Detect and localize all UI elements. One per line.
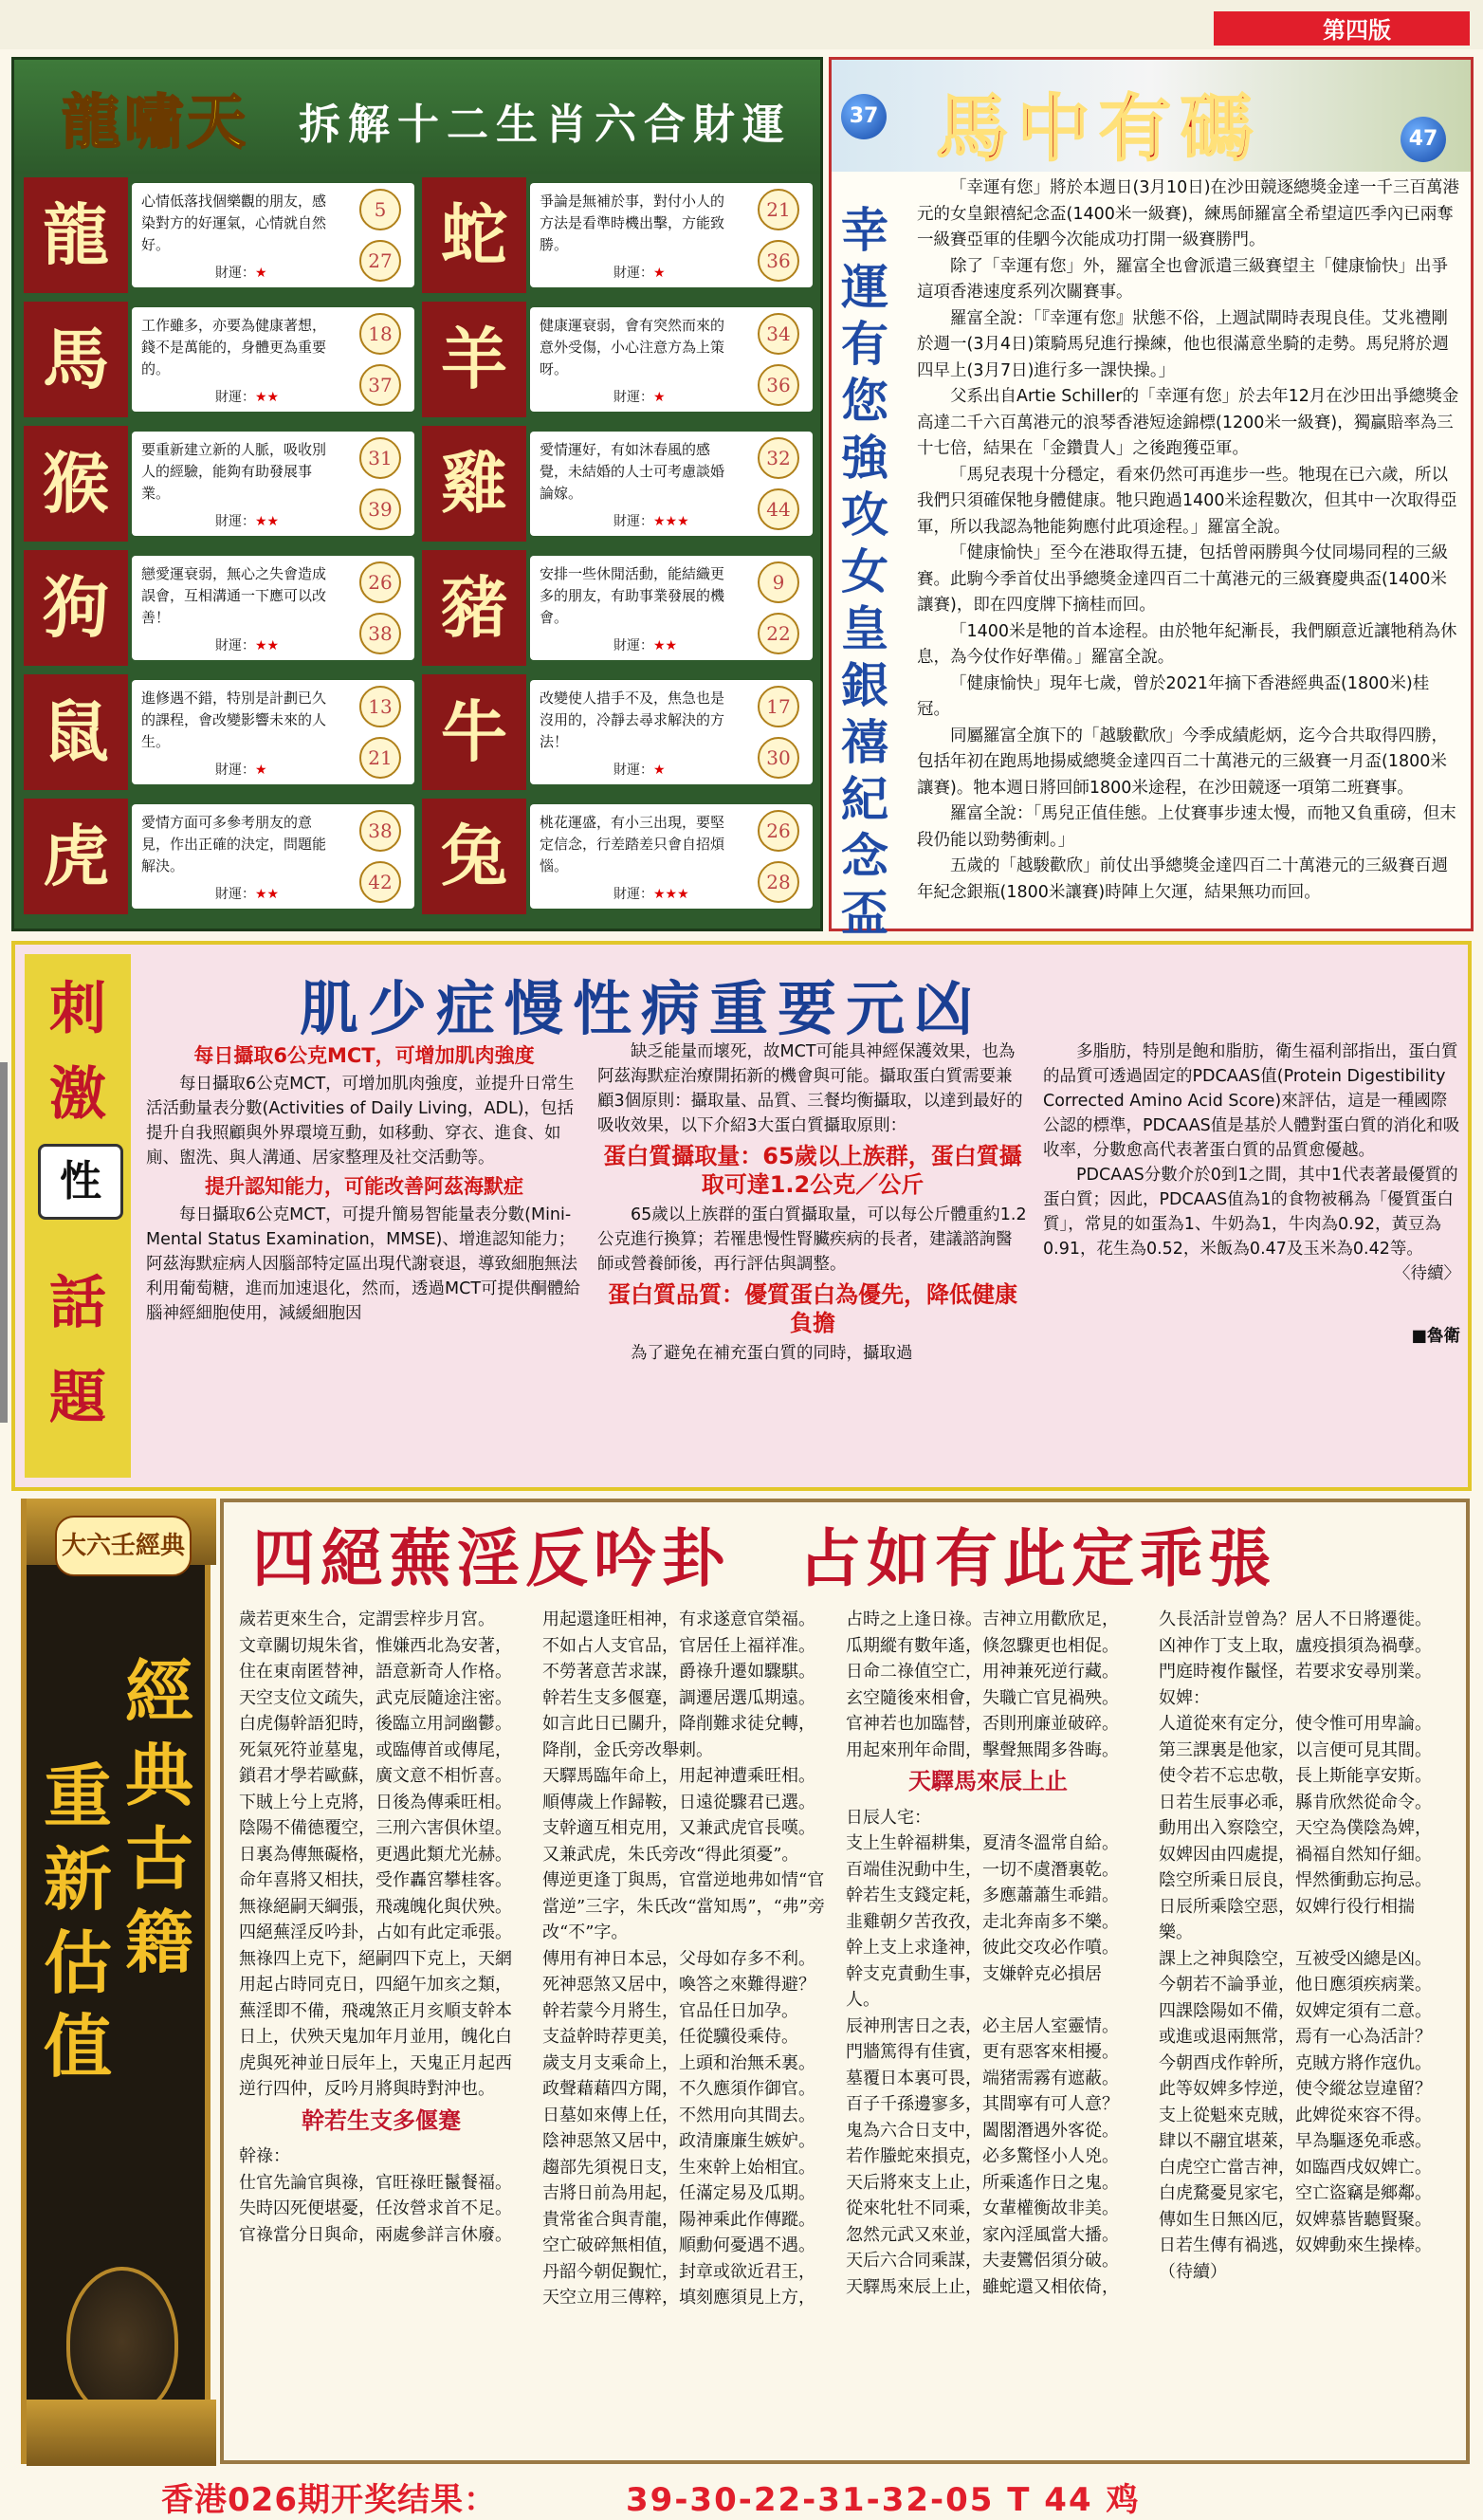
- verse-line: 貴常雀合與青龍，陽神乘此作傳蹤。: [542, 2209, 815, 2230]
- horse-paragraph: 父系出自Artie Schiller的「幸運有您」於去年12月在沙田出爭總獎金高達二千六百萬港元的浪琴香港短途錦標(1200米一級賽)，獨贏賠率為三十七倍，結果在「金鑽貴人」之後跑獲亞軍。: [917, 387, 1459, 458]
- lucky-number: 5: [359, 189, 401, 230]
- verse-line: 人道從來有定分，使令惟可用卑論。: [1159, 1714, 1432, 1734]
- wealth-label: 財運：: [613, 638, 653, 653]
- verse-line: 瓜期縱有數年遙，倏忽驟更也相促。: [846, 1635, 1119, 1656]
- verse-line: 墓覆日本裏可畏，端猪需霧有遮蔽。: [846, 2068, 1119, 2088]
- lucky-number: 18: [359, 313, 401, 355]
- verse-line: 支益幹時荐更美，任從驥役乘侍。: [542, 2027, 798, 2047]
- horse-paragraph: 除了「幸運有您」外，羅富全也會派遣三級賽望主「健康愉快」出爭這項香港速度系列次關賽事。: [917, 256, 1448, 302]
- zodiac-wealth: [215, 263, 267, 282]
- zodiac-wealth: [215, 760, 267, 779]
- health-column-1: [146, 1039, 582, 1326]
- verse-line: 政聲藉藉四方聞，不久應須作御官。: [542, 2079, 815, 2099]
- lucky-number: 37: [359, 364, 401, 406]
- verse-line: 日墓如來傳上任，不然用向其間去。: [542, 2105, 815, 2125]
- verse-line: 奴婢：: [1159, 1687, 1210, 1708]
- verse-line: 天后六合同乘謀，夫妻鸞侶須分破。: [846, 2251, 1119, 2271]
- zodiac-fortune-box: [132, 680, 414, 784]
- health-author: ■魯衛: [1411, 1327, 1460, 1346]
- zodiac-fortune-box: [132, 183, 414, 287]
- zodiac-wealth: [215, 511, 279, 530]
- wealth-stars: ★★★: [653, 887, 689, 902]
- verse-line: 支幹適互相克用，又兼武虎官長嘆。: [542, 1818, 815, 1838]
- verse-line: 死氣死符並墓鬼，或臨傳首或傳尾，: [239, 1739, 512, 1760]
- verse-line: 歲若更來生合，定謂雲梓步月宮。: [239, 1609, 495, 1629]
- lucky-number: 38: [359, 613, 401, 654]
- lucky-number: 36: [758, 240, 799, 282]
- health-title: 肌少症慢性病重要元凶: [300, 974, 983, 1043]
- zodiac-fortune-box: [530, 804, 813, 909]
- verse-line: 幹上支上求逢神，彼此交攻必作噴。: [846, 1938, 1119, 1958]
- wealth-label: 財運：: [215, 763, 255, 778]
- verse-line: 官祿當分日與命，兩處參詳言休廢。: [239, 2224, 512, 2245]
- lucky-number: 22: [758, 613, 799, 654]
- wealth-label: 財運：: [215, 638, 255, 653]
- verse-line: 韭雞朝夕苦孜孜，走北奔南多不樂。: [846, 1911, 1119, 1932]
- wealth-stars: ★★★: [653, 514, 689, 529]
- verse-line: 無祿絕嗣天綱張，飛魂魄化與伏殃。: [239, 1896, 512, 1917]
- verse-line: 今朝若不論爭並，他日應須疾病業。: [1159, 1975, 1432, 1995]
- zodiac-fortune-box: [132, 804, 414, 909]
- verse-line: 此等奴婢多悖逆，使令縱忿豈違留？: [1159, 2079, 1432, 2099]
- scroll-vertical-text-left: 重新估值: [44, 1756, 113, 2087]
- zodiac-cell: [422, 302, 816, 417]
- verse-subheading: 幹若生支多偃蹇: [302, 2106, 461, 2134]
- wealth-label: 財運：: [613, 390, 653, 405]
- verse-line: 不如占人支官品，官居任上福祥准。: [542, 1635, 815, 1656]
- zodiac-fortune-box: [132, 307, 414, 412]
- verse-line: 歲支月支乘命上，上頭和治無禾裏。: [542, 2052, 815, 2073]
- zodiac-brand: 龍嘯天: [62, 87, 250, 156]
- verse-line: 天后將來支上止，所乘遙作日之鬼。: [846, 2172, 1119, 2193]
- zodiac-wealth: [215, 635, 279, 654]
- lucky-number: 13: [359, 686, 401, 727]
- side-char: 題: [49, 1365, 106, 1431]
- lucky-number: 42: [359, 861, 401, 903]
- divination-column-2: [542, 1607, 827, 2311]
- zodiac-fortune-text: 安排一些休閒活動，能結織更多的朋友，有助事業發展的機會。: [540, 565, 725, 626]
- verse-line: 辰神刑害日之表，必主居人室靈情。: [846, 2015, 1119, 2036]
- zodiac-title: 拆解十二生肖六合財運: [299, 101, 792, 149]
- wealth-stars: ★: [255, 266, 267, 281]
- sex-logo-icon: 性: [38, 1144, 123, 1220]
- health-paragraph: 65歲以上族群的蛋白質攝取量，可以每公斤體重約1.2公克進行換算；若罹患慢性腎臟疾病的長者，建議諮詢醫師或營養師後，再行評估與調整。: [597, 1205, 1027, 1274]
- zodiac-cell: [24, 550, 418, 666]
- health-column-3: [1043, 1039, 1460, 1349]
- verse-line: 陰神惡煞又居中，政清廉廉生嫉妒。: [542, 2131, 815, 2151]
- lucky-number: 17: [758, 686, 799, 727]
- wealth-label: 財運：: [215, 887, 255, 902]
- zodiac-fortune-text: 工作雖多，亦要為健康著想，錢不是萬能的，身體更為重要的。: [141, 317, 327, 377]
- zodiac-fortune-box: [530, 680, 813, 784]
- horse-header: [832, 60, 1471, 172]
- zodiac-cell: [422, 177, 816, 293]
- verse-line: 百子千孫邊寥多，其間寧有可人意？: [846, 2094, 1119, 2114]
- verse-line: 吉將日前為用起，任滿定易及瓜期。: [542, 2183, 815, 2203]
- divination-column-4: [1159, 1607, 1443, 2285]
- verse-line: 文章關切規朱省，惟嫌西北為安著，: [239, 1635, 512, 1656]
- zodiac-fortune-text: 戀愛運衰弱，無心之失會造成誤會，互相溝通一下應可以改善！: [141, 565, 327, 626]
- verse-line: 傳用有神日本忌，父母如存多不利。: [542, 1948, 815, 1969]
- side-char: 話: [49, 1270, 106, 1336]
- verse-subheading: 天驛馬來辰上止: [908, 1768, 1068, 1794]
- wealth-label: 財運：: [613, 266, 653, 281]
- zodiac-fortune-text: 健康運衰弱，會有突然而來的意外受傷，小心注意方為上策呀。: [540, 317, 725, 377]
- zodiac-fortune-box: [132, 556, 414, 660]
- lucky-number: 9: [758, 561, 799, 603]
- health-paragraph: 每日攝取6公克MCT，可提升簡易智能量表分數(Mini-Mental Status Examination，MMSE)、增進認知能力；阿茲海默症病人因腦部特定區出現代謝衰退，導致細胞無法利用葡萄糖，進而加速退化，然而，透過MCT可提供酮體給腦神經細胞使用，減緩細胞因: [146, 1205, 581, 1323]
- health-subheading: 提升認知能力，可能改善阿茲海默症: [205, 1175, 523, 1198]
- wealth-stars: ★★: [255, 390, 280, 405]
- verse-line: 幹支克責動生事，支嫌幹克必損居人。: [846, 1963, 1102, 2010]
- zodiac-cell: [24, 799, 418, 914]
- zodiac-fortune-text: 改變使人措手不及，焦急也是沒用的，冷靜去尋求解決的方法！: [540, 690, 725, 750]
- zodiac-wealth: [613, 635, 677, 654]
- verse-line: 白虎空亡當吉神，如臨酉戌奴婢亡。: [1159, 2157, 1432, 2178]
- health-subheading: 蛋白質攝取量：65歲以上族群，蛋白質攝取可達1.2公克／公斤: [603, 1143, 1022, 1198]
- verse-line: 支上從魁來克賊，此婢從來容不得。肆以不翮宜堪萊，早為驅逐免乖惑。: [1159, 2105, 1432, 2151]
- verse-line: 天驛馬來辰上止，雖蛇還又相依倚，: [846, 2276, 1119, 2297]
- horse-paragraph: 「幸運有您」將於本週日(3月10日)在沙田競逐總獎金達一千三百萬港元的女皇銀禧紀念盃(1400米一級賽)，練馬師羅富全希望這匹季內已兩奪一級賽亞軍的佳駟今次能成功打開一級賽勝門。: [917, 178, 1460, 249]
- wealth-label: 財運：: [613, 887, 653, 902]
- verse-line: 今朝酉戌作幹所，克賊方將作寇仇。: [1159, 2052, 1432, 2073]
- zodiac-wealth: [215, 387, 279, 406]
- health-paragraph: 缺乏能量而壞死，故MCT可能具神經保護效果，也為阿茲海默症治療開拓新的機會與可能。攝取蛋白質需要兼顧3個原則：攝取量、品質、三餐均衡攝取，以達到最好的吸收效果，以下介紹3大蛋白質攝取原則：: [597, 1042, 1023, 1135]
- health-paragraph: PDCAAS分數介於0到1之間，其中1代表著最優質的蛋白質；因此，PDCAAS值為1的食物被稱為「優質蛋白質」，常見的如蛋為1、牛奶為1，牛肉為0.92，黃豆為0.91，花生為0.52，米飯為0.47及玉米為0.42等。: [1043, 1166, 1458, 1259]
- classic-scroll-banner: [21, 1499, 211, 2464]
- lucky-number: 44: [758, 488, 799, 530]
- lucky-number: 26: [758, 810, 799, 852]
- classic-badge: 大六壬經典: [55, 1516, 192, 1576]
- verse-line: 若作螣蛇來損克，必多驚怪小人兇。: [846, 2146, 1119, 2166]
- scroll-vertical-text-right: 經典古籍: [125, 1651, 194, 1982]
- verse-line: 百端佳況動中生，一切不虞潛裏乾。: [846, 1859, 1119, 1880]
- verse-line: 日裏為傳無礙格，更遇此類尤光赫。: [239, 1844, 512, 1865]
- health-subheading: 蛋白質品質：優質蛋白為優先，降低健康負擔: [608, 1281, 1017, 1336]
- verse-line: 空亡破碎無相值，順勳何憂遇不遇。: [542, 2235, 815, 2255]
- zodiac-wealth: [613, 511, 689, 530]
- verse-line: 或進或退兩無常，焉有一心為活計？: [1159, 2027, 1432, 2047]
- zodiac-wealth: [613, 760, 666, 779]
- verse-line: 陰陽不備德覆空，三刑六害俱休望。: [239, 1818, 512, 1838]
- lucky-number: 26: [359, 561, 401, 603]
- health-paragraph: 多脂肪，特別是飽和脂肪，衛生福利部指出，蛋白質的品質可透過固定的PDCAAS值(Protein Digestibility Corrected Amino Acid Score)來評估，這是一種國際公認的標準，PDCAAS值是基於人體對蛋白質的消化和吸收率，分數愈高代表著蛋白質的品質愈優越。: [1043, 1042, 1460, 1160]
- zodiac-cell: [24, 426, 418, 542]
- verse-line: 傳如生日無凶厄，奴婢慕皆聽賢聚。: [1159, 2209, 1432, 2230]
- verse-line: 玄空隨後來相會，失職亡官見禍殃。: [846, 1687, 1119, 1708]
- zodiac-cell: [422, 550, 816, 666]
- scroll-rod-bottom: [27, 2400, 216, 2466]
- page-number: 第四版: [1323, 17, 1391, 44]
- verse-line: 天驛馬臨年命上，用起神遭乘旺相。: [542, 1766, 815, 1786]
- verse-line: 幹若蒙今月將生，官品任日加孕。: [542, 2000, 798, 2021]
- divination-frame: [220, 1499, 1470, 2464]
- verse-line: （待續）: [1159, 2261, 1227, 2282]
- zodiac-wealth: [613, 387, 666, 406]
- verse-line: 無祿四上克下，絕嗣四下克上，天網用起占時同克日，四絕午加亥之類，蕪淫即不備，飛魂煞正月亥順支幹本日上，伏殃天鬼加年月並用，魄化白虎與死神並日辰年上，天鬼正月起西逆行四仲，反吟月將與時對沖也。: [239, 1948, 512, 2099]
- verse-line: 第三課裏是他家，以言便可見其間。: [1159, 1739, 1432, 1760]
- lucky-number: 36: [758, 364, 799, 406]
- horse-paragraph: 五歲的「越駿歡欣」前仗出爭總獎金達四百二十萬港元的三級賽百週年紀念銀瓶(1800米讓賽)時陣上欠運，結果無功而回。: [917, 856, 1448, 902]
- lucky-number: 27: [359, 240, 401, 282]
- health-panel: [11, 941, 1472, 1491]
- wealth-stars: ★: [653, 266, 666, 281]
- zodiac-cell: [422, 799, 816, 914]
- verse-line: 用起還逢旺相神，有求遂意官榮福。: [542, 1609, 815, 1629]
- zodiac-cell: [422, 426, 816, 542]
- verse-line: 命年喜將又相扶，受作轟宮攀桂客。: [239, 1870, 512, 1890]
- zodiac-wealth: [613, 884, 689, 903]
- sage-portrait-icon: [66, 2267, 178, 2417]
- wealth-stars: ★★: [255, 514, 280, 529]
- verse-line: 日若生辰事必乖，縣肯欣然從命令。: [1159, 1792, 1432, 1812]
- lucky-number: 21: [758, 189, 799, 230]
- zodiac-animal: 蛇: [422, 177, 526, 293]
- verse-line: 仕官先論官與祿，官旺祿旺鬣餐福。: [239, 2172, 512, 2193]
- zodiac-animal: 雞: [422, 426, 526, 542]
- verse-line: 失時囚死便堪憂，任汝營求首不足。: [239, 2198, 512, 2218]
- horse-paragraph: 同屬羅富全旗下的「越駿歡欣」今季成績彪炳，迄今合共取得四勝，包括年初在跑馬地揚威總獎金達四百二十萬港元的三級賽一月盃(1800米讓賽)。牠本週日將回師1800米途程，在沙田競逐一項第二班賽事。: [917, 726, 1448, 798]
- verse-line: 鎖君才學若歐蘇，廣文意不相忻喜。: [239, 1766, 512, 1786]
- verse-line: 日辰所乘陰空惡，奴婢行役行相揣樂。: [1159, 1896, 1415, 1942]
- verse-line: 課上之神與陰空，互被受凶總是凶。: [1159, 1948, 1432, 1969]
- zodiac-fortune-text: 要重新建立新的人脈，吸收別人的經驗，能夠有助發展事業。: [141, 441, 327, 502]
- wealth-stars: ★: [653, 390, 666, 405]
- verse-line: 日辰人宅：: [846, 1807, 931, 1828]
- verse-line: 幹若生支多偃蹇，調遷居選瓜期遠。: [542, 1687, 815, 1708]
- zodiac-fortune-text: 愛情運好，有如沐春風的感覺，未結婚的人士可考慮談婚論嫁。: [540, 441, 725, 502]
- zodiac-animal: 龍: [24, 177, 128, 293]
- verse-line: 四課陰陽如不備，奴婢定須有二意。: [1159, 2000, 1432, 2021]
- wealth-label: 財運：: [215, 266, 255, 281]
- zodiac-fortune-text: 進修遇不錯，特別是計劃已久的課程，會改變影響未來的人生。: [141, 690, 327, 750]
- verse-line: 如言此日已關升，降削難求徒兌轉，降削，金氏旁改舉刺。: [542, 1714, 815, 1760]
- verse-line: 趨部先須視日支，生來幹上始相宜。: [542, 2157, 815, 2178]
- verse-line: 下賊上兮上克將，日後為傳乘旺相。: [239, 1792, 512, 1812]
- zodiac-fortune-text: 愛情方面可多參考朋友的意見，作出正確的決定，問題能解決。: [141, 814, 327, 874]
- zodiac-animal: 鼠: [24, 674, 128, 790]
- zodiac-fortune-box: [530, 556, 813, 660]
- zodiac-fortune-text: 心情低落找個樂觀的朋友，感染對方的好運氣，心情就自然好。: [141, 193, 327, 253]
- verse-line: 鬼為六合日支中，闔閣潛遇外客從。: [846, 2120, 1119, 2141]
- lucky-number: 21: [359, 737, 401, 779]
- ball-right: 47: [1401, 117, 1446, 162]
- zodiac-wealth: [613, 263, 666, 282]
- verse-line: 四絕蕪淫反吟卦，占如有此定乖張。: [239, 1922, 512, 1942]
- page-header-bar: [0, 0, 1483, 49]
- zodiac-cell: [24, 177, 418, 293]
- health-paragraph: 每日攝取6公克MCT，可增加肌肉強度，並提升日常生活活動量表分數(Activities of Daily Living，ADL)，包括提升自我照顧與外界環境互動，如移動、穿衣、進食、如廁、盥洗、與人溝通、居家整理及社交活動等。: [146, 1075, 575, 1168]
- verse-line: 官神若也加臨替，否則刑廉並破碎。: [846, 1714, 1119, 1734]
- horse-paragraph: 羅富全說：「『幸運有您』狀態不俗，上週試閘時表現良佳。艾兆禮剛於週一(3月4日)策騎馬兒進行操練，他也很滿意坐騎的走勢。馬兒將於週四早上(3月7日)進行多一課快操。」: [917, 308, 1449, 380]
- wealth-label: 財運：: [215, 514, 255, 529]
- health-column-2: [597, 1039, 1028, 1366]
- horse-paragraph: 「健康愉快」現年七歲，曾於2021年摘下香港經典盃(1800米)桂冠。: [917, 673, 1430, 719]
- lucky-number: 28: [758, 861, 799, 903]
- verse-line: 幹祿：: [239, 2146, 290, 2166]
- lottery-label: 香港026期开奖结果：: [161, 2481, 497, 2519]
- horse-paragraph: 「馬兒表現十分穩定，看來仍然可再進步一些。牠現在已六歲，所以我們只須確保牠身體健康。牠只跑過1400米途程數次，但其中一次取得亞軍，所以我認為牠能夠應付此項途程。」羅富全說。: [917, 465, 1457, 537]
- zodiac-animal: 兔: [422, 799, 526, 914]
- zodiac-animal: 狗: [24, 550, 128, 666]
- lucky-number: 31: [359, 437, 401, 479]
- wealth-stars: ★★: [255, 638, 280, 653]
- ball-left: 37: [841, 94, 887, 139]
- lottery-result: 39-30-22-31-32-05 T 44 鸡: [626, 2481, 1141, 2519]
- wealth-stars: ★: [255, 763, 267, 778]
- lucky-number: 39: [359, 488, 401, 530]
- left-edge-stripe: [0, 1062, 8, 1423]
- zodiac-animal: 羊: [422, 302, 526, 417]
- zodiac-fortune-box: [530, 307, 813, 412]
- divination-panel: [11, 1499, 1472, 2468]
- wealth-stars: ★★: [255, 887, 280, 902]
- horse-article: [917, 175, 1461, 906]
- zodiac-animal: 猴: [24, 426, 128, 542]
- horse-title: 馬中有碼: [936, 86, 1262, 171]
- side-char: 刺: [49, 976, 106, 1042]
- lucky-number: 32: [758, 437, 799, 479]
- zodiac-fortune-box: [132, 432, 414, 536]
- verse-line: 用起來刑年命間，擊聲無聞多咎晦。: [846, 1739, 1119, 1760]
- verse-line: 死神惡煞又居中，喚答之來難得避？: [542, 1975, 815, 1995]
- horse-racing-panel: [829, 57, 1474, 941]
- divination-title: 四絕蕪淫反吟卦 占如有此定乖張: [252, 1521, 1276, 1595]
- zodiac-fortune-text: 爭論是無補於事，對付小人的方法是看準時機出擊，方能致勝。: [540, 193, 725, 253]
- verse-line: 陰空所乘日辰良，悍然衝動忘拘忌。: [1159, 1870, 1432, 1890]
- verse-line: 日若生傳有禍逃，奴婢動來生操棒。: [1159, 2235, 1432, 2255]
- zodiac-animal: 虎: [24, 799, 128, 914]
- verse-line: 動用出入察陰空，天空為僕陰為婢，奴婢因由四處提，禍福自然知仔細。: [1159, 1818, 1432, 1865]
- zodiac-animal: 馬: [24, 302, 128, 417]
- zodiac-cell: [422, 674, 816, 790]
- side-char: 激: [49, 1061, 106, 1128]
- lucky-number: 38: [359, 810, 401, 852]
- verse-line: 支上生幹福耕集，夏清冬溫常自給。: [846, 1833, 1119, 1853]
- divination-column-3: [846, 1607, 1130, 2300]
- zodiac-wealth: [215, 884, 279, 903]
- verse-line: 使令若不忘忠敬，長上斯能享安斯。: [1159, 1766, 1432, 1786]
- zodiac-fortune-box: [530, 183, 813, 287]
- verse-line: 幹若生支錢定耗，多應蕭蕭生乖錯。: [846, 1885, 1119, 1905]
- lucky-number: 30: [758, 737, 799, 779]
- verse-line: 日命二祿值空亡，用神兼死逆行藏。: [846, 1662, 1119, 1682]
- zodiac-cell: [24, 674, 418, 790]
- verse-line: 住在東南匿替神，語意新奇人作格。: [239, 1662, 512, 1682]
- zodiac-fortune-box: [530, 432, 813, 536]
- horse-paragraph: 「1400米是牠的首本途程。由於牠年紀漸長，我們願意近讓牠稍為休息，為今仗作好準備。」羅富全說。: [917, 621, 1457, 667]
- wealth-stars: ★: [653, 763, 666, 778]
- health-subheading: 每日攝取6公克MCT，可增加肌肉強度: [193, 1044, 535, 1067]
- horse-paragraph: 「健康愉快」至今在港取得五捷，包括曾兩勝與今仗同場同程的三級賽。此駒今季首仗出爭總獎金達四百二十萬港元的三級賽慶典盃(1400米讓賽)，即在四度牌下摘桂而回。: [917, 543, 1448, 615]
- verse-line: 占時之上逢日祿。吉神立用歡欣足，: [846, 1609, 1119, 1629]
- verse-line: 傳逆更逢丁與馬，官當逆地弗如情“官當逆”三字，朱氏改“當知馬”，“弗”旁改“不”字。: [542, 1870, 826, 1942]
- verse-line: 白虎騖憂見家宅，空亡盜竊是鄉鄰。: [1159, 2183, 1432, 2203]
- wealth-label: 財運：: [613, 514, 653, 529]
- verse-line: 門牆篤得有佳賓，更有惡客來相擾。: [846, 2042, 1119, 2062]
- zodiac-cell: [24, 302, 418, 417]
- zodiac-animal: 牛: [422, 674, 526, 790]
- divination-column-1: [239, 1607, 523, 2248]
- wealth-label: 財運：: [215, 390, 255, 405]
- verse-line: 忽然元武又來並，家內淫風當大播。: [846, 2224, 1119, 2245]
- verse-line: 凶神作丁支上取，盧疫損須為禍孽。門庭時複作鬣怪，若要求安尋別業。: [1159, 1635, 1432, 1682]
- horse-vertical-title: 幸運有您強攻女皇銀禧紀念盃: [841, 202, 888, 941]
- zodiac-fortune-text: 桃花運盛，有小三出現，要堅定信念，行差踏差只會自招煩惱。: [540, 814, 725, 874]
- zodiac-header: [14, 60, 820, 174]
- lottery-result-bar: [0, 2474, 1483, 2519]
- health-paragraph: 為了避免在補充蛋白質的同時，攝取過: [631, 1344, 913, 1363]
- zodiac-panel: [11, 57, 823, 931]
- verse-line: 順傳歲上作歸鞍，日遠從驟君已選。: [542, 1792, 815, 1812]
- verse-line: 久長活計豈曾為？居人不日將遷徙。: [1159, 1609, 1432, 1629]
- zodiac-animal: 豬: [422, 550, 526, 666]
- lucky-number: 34: [758, 313, 799, 355]
- verse-line: 又兼武虎，朱氏旁改“得此須憂”。: [542, 1844, 799, 1865]
- verse-line: 從來牝牡不同乘，女輩權衡故非美。: [846, 2198, 1119, 2218]
- verse-line: 丹韶今朝促覲忙，封章或欲近君王，天空立用三傳粹，填刻應須見上方，: [542, 2261, 815, 2308]
- health-side-banner: [25, 954, 131, 1478]
- health-continued: 〈待續〉: [1394, 1264, 1460, 1283]
- wealth-label: 財運：: [613, 763, 653, 778]
- verse-line: 天空支位文疏失，武克辰隨途注密。: [239, 1687, 512, 1708]
- wealth-stars: ★★: [653, 638, 678, 653]
- verse-line: 白虎傷幹語犯時，後臨立用詞幽鬱。: [239, 1714, 512, 1734]
- verse-line: 不勞著意苦求謀，爵祿升遷如驟騏。: [542, 1662, 815, 1682]
- horse-paragraph: 羅富全說：「馬兒正值佳態。上仗賽事步速太慢，而牠又負重磅，但末段仍能以勁勢衝刺。」: [917, 804, 1456, 850]
